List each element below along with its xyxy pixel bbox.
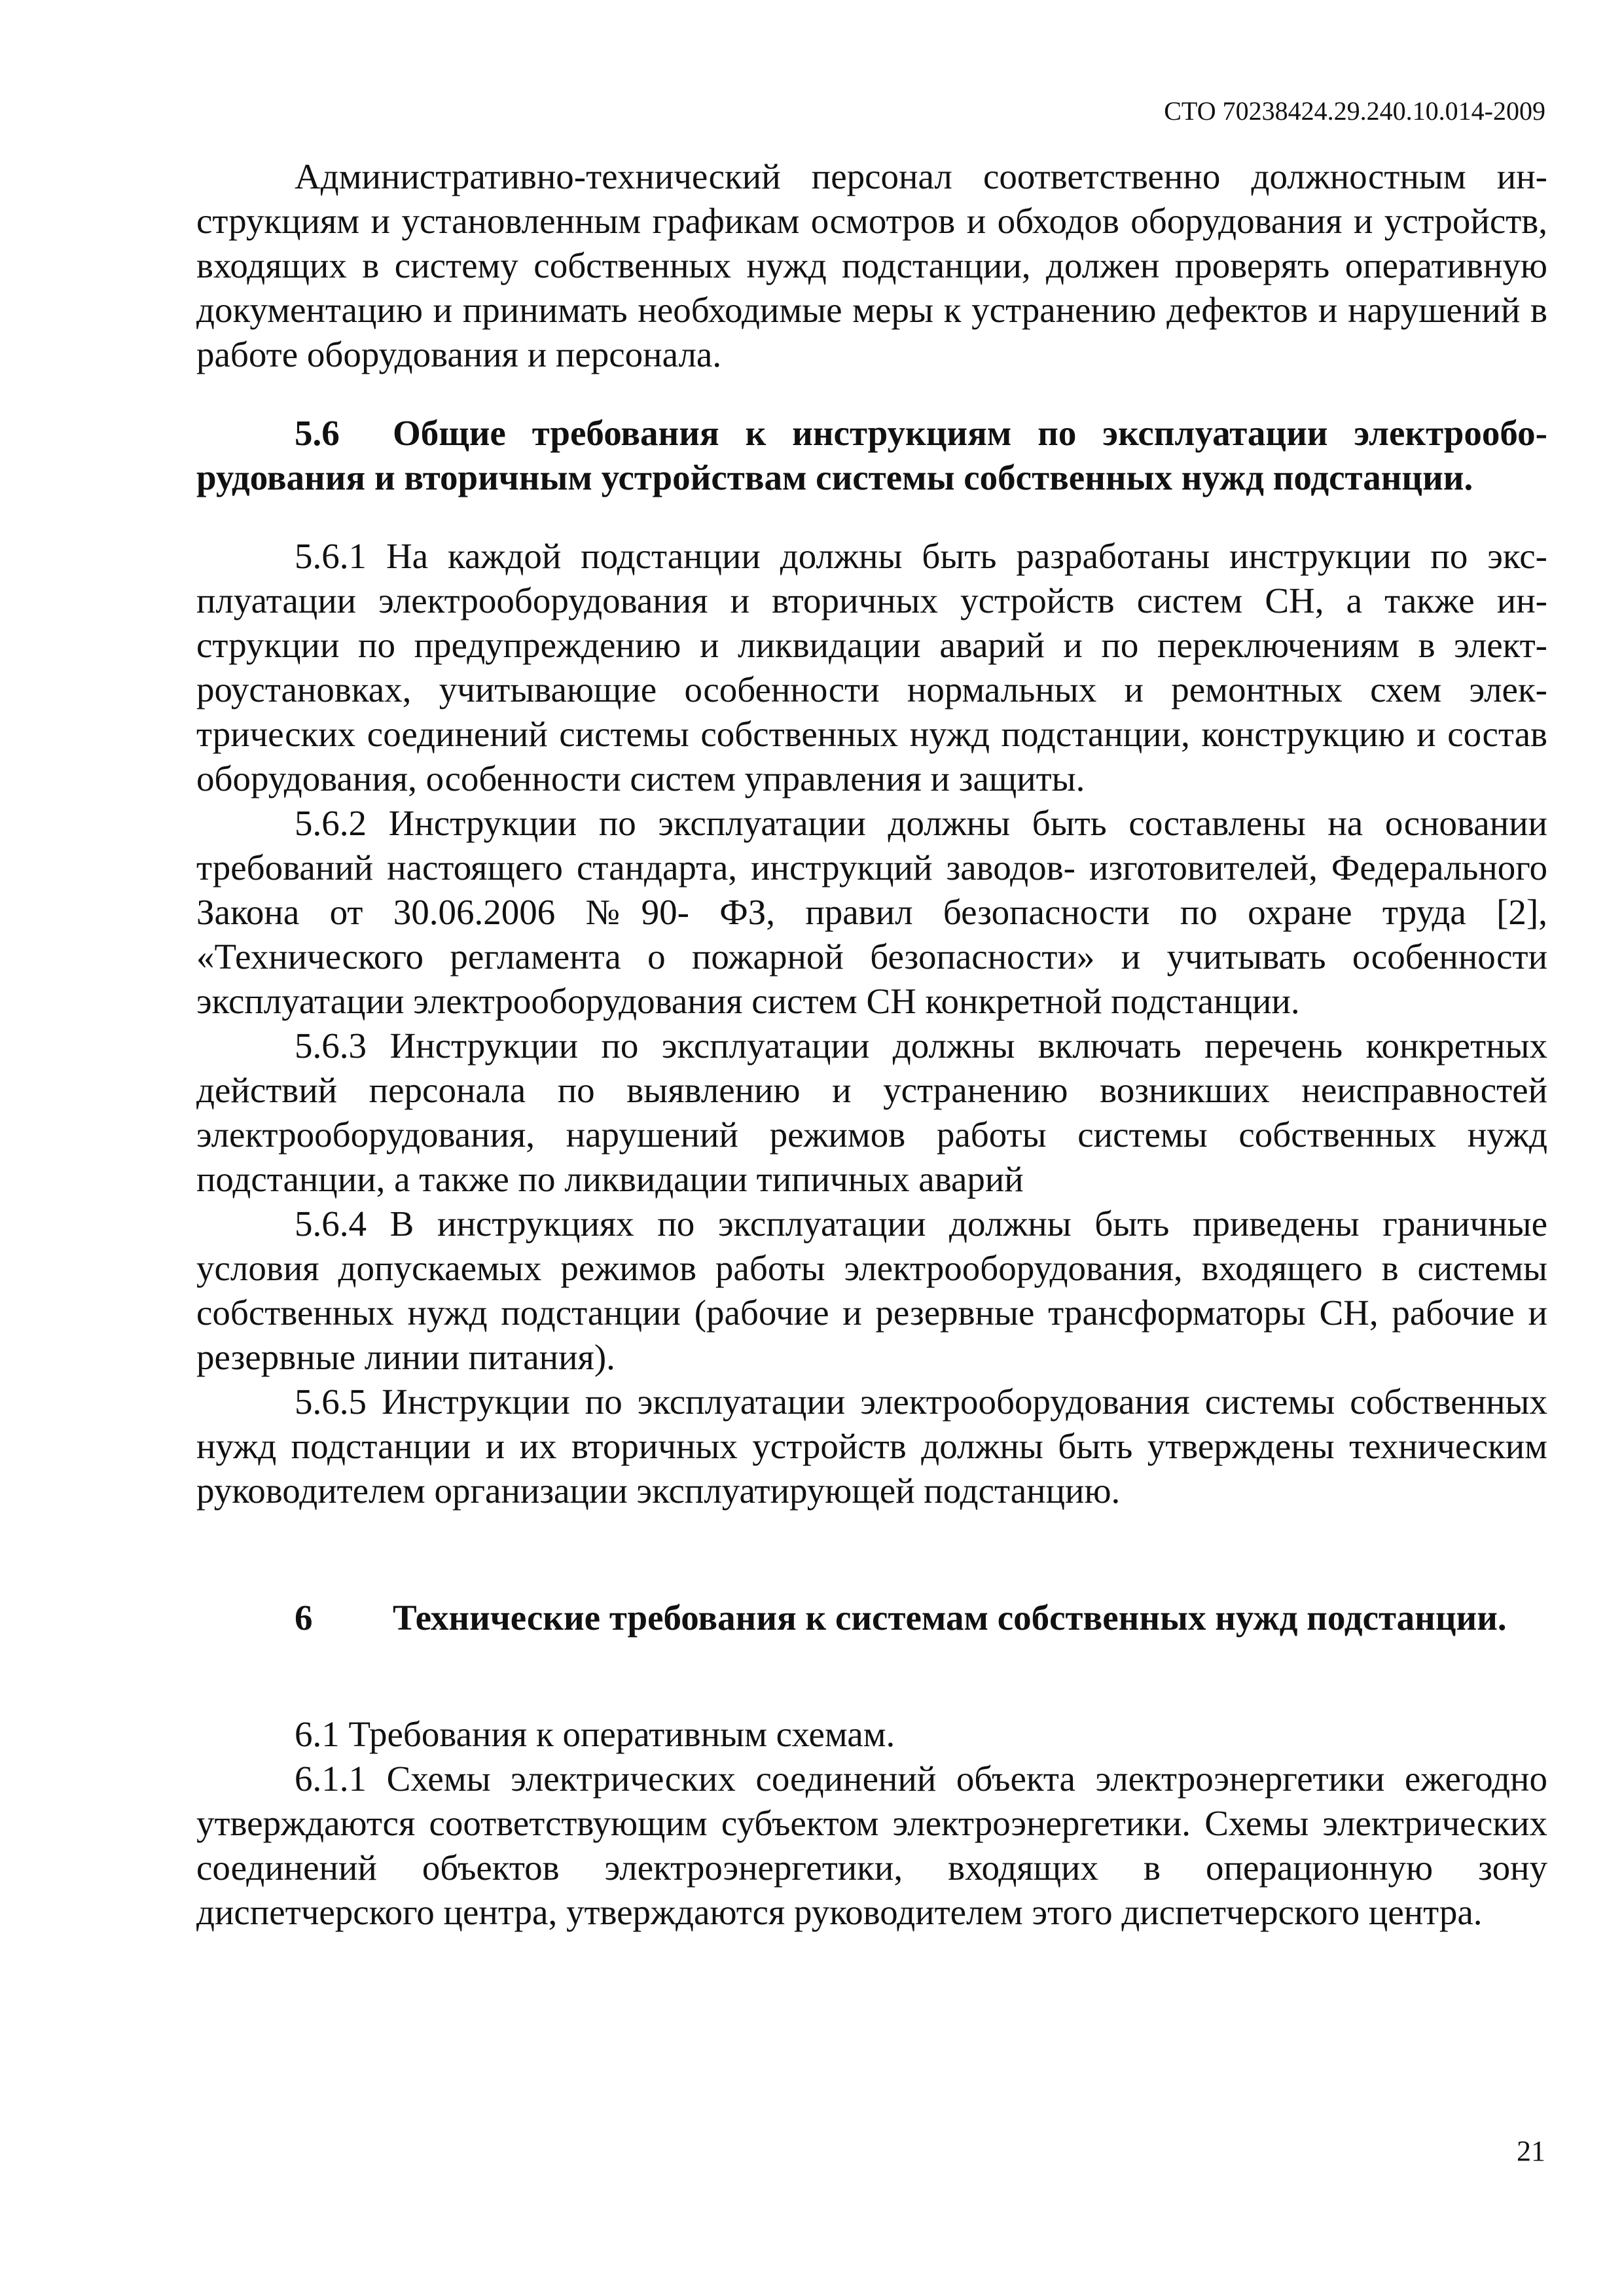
section-heading-5-6 <box>196 411 1547 500</box>
section-title: Общие требования к инструкциям по эксплуатации электрооборудования и вторичным устройствам системы собственных нужд подстанции. <box>196 413 1547 497</box>
spacer <box>196 377 1547 411</box>
section-number: 5.6 <box>295 413 340 453</box>
paragraph-5-6-4: 5.6.4 В инструкциях по эксплуатации должны быть приведены граничные условия допускаемых режимов работы электрооборудования, входящего в системы собственных нужд подстанции (рабочие и резервные трансформаторы СН, рабочие и резервные линии питания). <box>196 1204 1547 1377</box>
section-number: 6 <box>295 1598 313 1638</box>
spacer <box>196 500 1547 534</box>
page-number: 21 <box>1517 2135 1545 2167</box>
section-heading-6 <box>196 1596 1547 1640</box>
paragraph-6-1-1: 6.1.1 Схемы электрических соединений объекта электроэнергетики ежегодно утверждаются соответствующим субъектом электроэнергетики. Схемы электрических соединений объектов электроэнергетики, входящих в операционную зону диспетчерского центра, утверждаются руководителем этого диспетчерского центра. <box>196 1759 1547 1932</box>
intro-paragraph: Административно-технический персонал соответственно должностным инструкциям и установленным графикам осмотров и обходов оборудования и устройств, входящих в систему собственных нужд подстанции, должен проверять оперативную документацию и принимать необходимые меры к устранению дефектов и нарушений в работе оборудования и персонала. <box>196 156 1547 374</box>
paragraph-5-6-1: 5.6.1 На каждой подстанции должны быть разработаны инструкции по эксплуатации электрооборудования и вторичных устройств систем СН, а также инструкции по предупреждению и ликвидации аварий и по переключениям в электроустановках, учитывающие особенности нормальных и ремонтных схем электрических соединений системы собственных нужд подстанции, конструкцию и состав оборудования, особенности систем управления и защиты. <box>196 536 1547 798</box>
section-title: Технические требования к системам собственных нужд подстанции. <box>393 1598 1507 1638</box>
paragraph-5-6-2: 5.6.2 Инструкции по эксплуатации должны быть составлены на основании требований настоящего стандарта, инструкций заводов- изготовителей, Федерального Закона от 30.06.2006 №90- ФЗ, правил безопасности по охране труда [2], «Технического регламента о пожарной безопасности» и учитывать особенности эксплуатации электрооборудования систем СН конкретной подстанции. <box>196 803 1547 1021</box>
document-code-header: СТО 70238424.29.240.10.014-2009 <box>1164 96 1545 126</box>
spacer <box>196 1640 1547 1712</box>
spacer <box>196 1513 1547 1596</box>
page-content <box>196 154 1547 1935</box>
paragraph-6-1: 6.1 Требования к оперативным схемам. <box>295 1714 895 1754</box>
paragraph-5-6-3: 5.6.3 Инструкции по эксплуатации должны включать перечень конкретных действий персонала по выявлению и устранению возникших неисправностей электрооборудования, нарушений режимов работы системы собственных нужд подстанции, а также по ликвидации типичных аварий <box>196 1026 1547 1199</box>
paragraph-5-6-5: 5.6.5 Инструкции по эксплуатации электрооборудования системы собственных нужд подстанции и их вторичных устройств должны быть утверждены техническим руководителем организации эксплуатирующей подстанцию. <box>196 1382 1547 1511</box>
